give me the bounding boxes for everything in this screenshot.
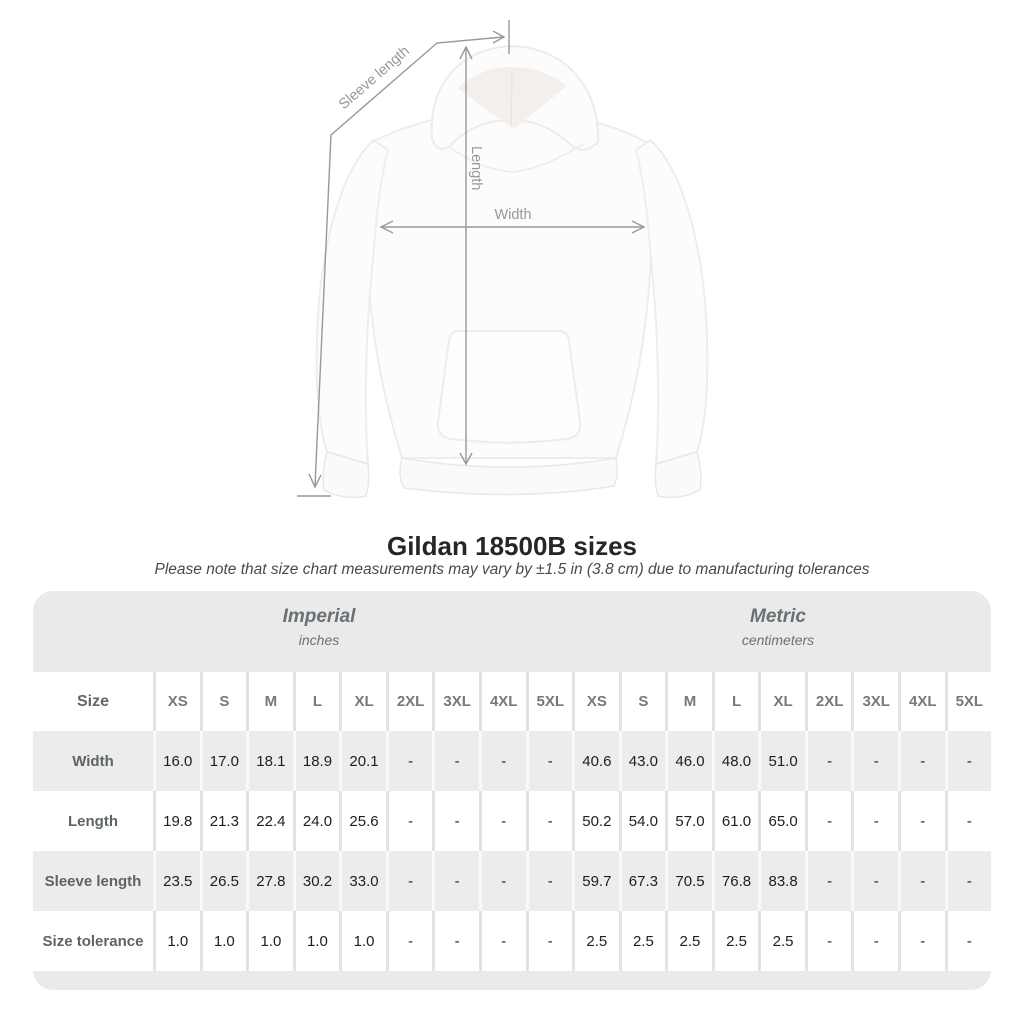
table-cell: 67.3 [619,851,666,911]
hoodie-illustration [317,46,708,497]
table-cell: - [898,911,945,971]
table-cell: 18.1 [246,731,293,791]
table-cell: - [898,731,945,791]
size-header-cell: XL [758,672,805,731]
table-cell: - [805,911,852,971]
size-header-cell: M [246,672,293,731]
table-cell: 24.0 [293,791,340,851]
table-row-length [33,791,991,851]
table-cell: 54.0 [619,791,666,851]
size-header-cell: 3XL [432,672,479,731]
table-cell: 30.2 [293,851,340,911]
table-cell: 2.5 [619,911,666,971]
row-label: Length [33,791,153,851]
table-cell: 33.0 [339,851,386,911]
table-cell: 21.3 [200,791,247,851]
table-cell: 17.0 [200,731,247,791]
table-cell: - [479,911,526,971]
table-cell: 65.0 [758,791,805,851]
table-cell: 2.5 [572,911,619,971]
table-cell: 70.5 [665,851,712,911]
table-cell: 1.0 [153,911,200,971]
size-header-cell: 2XL [805,672,852,731]
table-cell: 2.5 [758,911,805,971]
table-cell: - [526,911,573,971]
table-cell: 40.6 [572,731,619,791]
table-cell: 59.7 [572,851,619,911]
size-header-cell: XS [572,672,619,731]
table-cell: 48.0 [712,731,759,791]
table-cell: 18.9 [293,731,340,791]
table-cell: 22.4 [246,791,293,851]
table-cell: 1.0 [339,911,386,971]
table-cell: - [432,911,479,971]
table-cell: - [479,791,526,851]
table-cell: - [851,731,898,791]
table-cell: - [945,791,991,851]
table-cell: - [526,851,573,911]
hoodie-hood-crease [511,69,512,127]
row-label: Sleeve length [33,851,153,911]
table-cell: 76.8 [712,851,759,911]
table-cell: - [805,791,852,851]
length-label: Length [468,146,484,191]
size-header-cell: 5XL [526,672,573,731]
table-cell: - [386,851,433,911]
table-cell: 2.5 [665,911,712,971]
metric-units: centimeters [741,632,815,648]
table-row-size-tolerance [33,911,991,971]
metric-label: Metric [750,606,806,627]
table-cell: - [432,851,479,911]
table-cell: 19.8 [153,791,200,851]
size-header-cell: 4XL [898,672,945,731]
table-cell: 20.1 [339,731,386,791]
table-cell: - [479,731,526,791]
table-cell: - [479,851,526,911]
size-header-cell: S [200,672,247,731]
imperial-label: Imperial [282,606,356,627]
table-cell: - [386,791,433,851]
table-cell: - [898,791,945,851]
table-cell: - [432,731,479,791]
table-cell: 61.0 [712,791,759,851]
size-header-row [33,672,991,731]
table-cell: 2.5 [712,911,759,971]
metric-group-header [742,606,814,648]
table-cell: - [386,911,433,971]
sleeve-length-label: Sleeve length [335,43,413,113]
table-cell: - [945,731,991,791]
row-label: Width [33,731,153,791]
imperial-units: inches [298,632,340,648]
table-cell: - [526,791,573,851]
width-label: Width [494,207,532,223]
table-cell: 50.2 [572,791,619,851]
row-label: Size tolerance [33,911,153,971]
size-header-cell: 2XL [386,672,433,731]
table-cell: 26.5 [200,851,247,911]
table-cell: - [851,791,898,851]
size-column-header: Size [33,672,153,731]
table-cell: - [898,851,945,911]
table-cell: - [386,731,433,791]
table-cell: 23.5 [153,851,200,911]
table-cell: - [432,791,479,851]
table-cell: 27.8 [246,851,293,911]
table-cell: 83.8 [758,851,805,911]
table-row-sleeve-length [33,851,991,911]
table-cell: 43.0 [619,731,666,791]
table-cell: - [851,851,898,911]
hoodie-pocket [438,331,580,443]
imperial-group-header [283,606,356,648]
size-header-cell: L [712,672,759,731]
hoodie-waistband [400,458,617,495]
table-cell: 1.0 [293,911,340,971]
size-header-cell: S [619,672,666,731]
size-header-cell: 5XL [945,672,991,731]
size-header-cell: 4XL [479,672,526,731]
size-header-cell: M [665,672,712,731]
size-header-cell: XS [153,672,200,731]
size-header-cell: 3XL [851,672,898,731]
unit-group-header-row [33,591,991,672]
table-cell: - [945,911,991,971]
size-header-cell: XL [339,672,386,731]
table-cell: - [851,911,898,971]
table-cell: 1.0 [200,911,247,971]
table-cell: 57.0 [665,791,712,851]
table-cell: 1.0 [246,911,293,971]
table-cell: - [805,731,852,791]
table-row-width [33,731,991,791]
table-cell: 16.0 [153,731,200,791]
table-cell: 46.0 [665,731,712,791]
page-title: Gildan 18500B sizes [386,531,638,561]
table-cell: 25.6 [339,791,386,851]
size-header-cell: L [293,672,340,731]
table-cell: - [945,851,991,911]
table-cell: - [805,851,852,911]
table-cell: 51.0 [758,731,805,791]
size-table [33,591,991,990]
tolerance-note: Please note that size chart measurements may vary by ±1.5 in (3.8 cm) due to manufacturing tolerances [154,561,870,578]
table-cell: - [526,731,573,791]
